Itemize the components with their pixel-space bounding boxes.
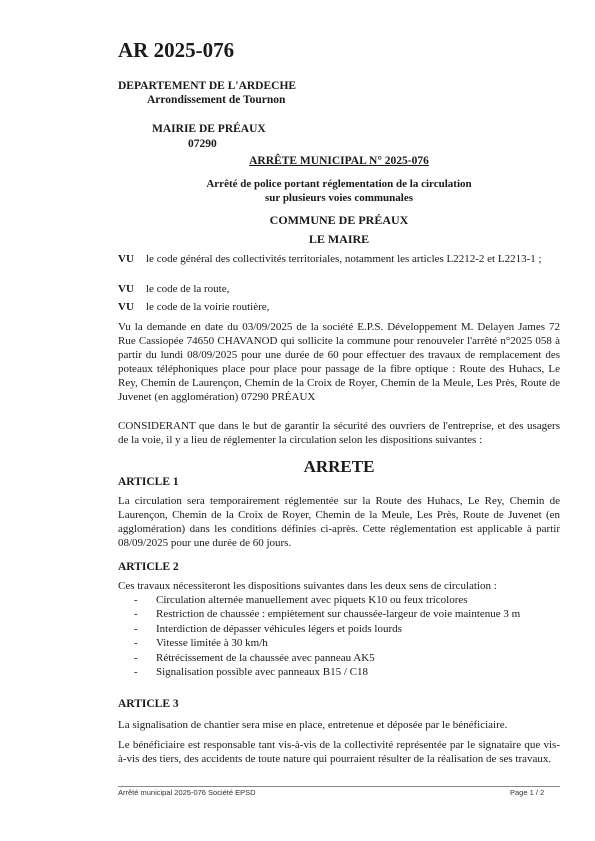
list-item-text: Signalisation possible avec panneaux B15 / C18: [156, 666, 369, 679]
list-bullet: -: [134, 666, 138, 679]
list-item-text: Restriction de chaussée : empiètement sur chaussée-largeur de voie maintenue 3 m: [156, 608, 521, 621]
list-item: [118, 651, 560, 665]
footer-page-number: Page 1 / 2: [510, 788, 545, 797]
vu-text: le code général des collectivités territoriales, notamment les articles L2212-2 et L2213-1 ;: [146, 253, 542, 265]
postcode: 07290: [188, 138, 217, 150]
subtitle-line: Arrêté de police portant réglementation de la circulation: [206, 178, 472, 190]
vu-item: [118, 282, 560, 296]
vu-text: le code de la route,: [146, 283, 230, 295]
maire-heading: LE MAIRE: [308, 232, 370, 246]
list-item-text: Interdiction de dépasser véhicules légers et poids lourds: [156, 622, 402, 635]
article-3-text: La signalisation de chantier sera mise en place, entretenue et déposée par le bénéficiaire.: [118, 719, 508, 731]
mairie-name: MAIRIE DE PRÉAUX: [152, 123, 266, 135]
list-bullet: -: [134, 637, 138, 650]
vu-label: VU: [118, 253, 134, 265]
vu-item: [118, 252, 560, 266]
list-item-text: Vitesse limitée à 30 km/h: [156, 637, 268, 650]
vu-text: le code de la voirie routière,: [146, 301, 270, 313]
article-1-heading: ARTICLE 1: [118, 476, 179, 488]
list-bullet: -: [134, 651, 138, 664]
list-item-text: Rétrécissement de la chaussée avec panneau AK5: [156, 651, 375, 664]
decision-heading: ARRETE: [303, 457, 375, 476]
list-bullet: -: [134, 594, 138, 606]
list-item: [118, 607, 560, 621]
list-bullet: -: [134, 622, 138, 635]
article-3-heading: ARTICLE 3: [118, 698, 179, 710]
article-2-list: [118, 593, 560, 679]
list-item: [118, 622, 560, 636]
footer-document-name: Arrêté municipal 2025-076 Société EPSD: [118, 788, 256, 797]
footer-divider: [118, 786, 560, 787]
document-reference: AR 2025-076: [118, 38, 235, 62]
arrete-title: ARRÊTE MUNICIPAL N° 2025-076: [249, 155, 429, 167]
vu-label: VU: [118, 301, 134, 313]
demande-paragraph: Vu la demande en date du 03/09/2025 de la société E.P.S. Développement M. Delayen James 72 Rue Cassiopée 74650 CHAVANOD qui sollicite la commune pour renouveler l'arrêté n°2025 058 à partir du lundi 08/09/2025 pour une durée de 60 pour effectuer des travaux de remplacement des poteaux téléphoniques place pour place pour passage de la fibre optique : Route des Huhacs, Le Rey, Chemin de Laurençon, Chemin de la Croix de Royer, Chemin de la Meule, Les Près, Route de Juvenet (en agglomération) 07290 PRÉAUX: [118, 321, 560, 403]
arrete-subtitle: [118, 177, 560, 205]
list-item: [118, 665, 560, 679]
article-3-text: Le bénéficiaire est responsable tant vis-à-vis de la collectivité représentée par le signataire que vis-à-vis des tiers, des accidents de toute nature qui pourraient résulter de la réalisation de ses travaux.: [118, 739, 560, 765]
list-bullet: -: [134, 608, 138, 621]
list-item: [118, 636, 560, 650]
vu-label: VU: [118, 283, 134, 295]
commune-heading: COMMUNE DE PRÉAUX: [269, 213, 409, 227]
subtitle-line: sur plusieurs voies communales: [264, 192, 413, 204]
article-1-text: La circulation sera temporairement réglementée sur la Route des Huhacs, Le Rey, Chemin de Laurençon, Chemin de la Croix de Royer, Chemin de la Meule, Les Près, Route de Juvenet (en agglomération) dans les conditions définies ci-après. Cette réglementation est applicable à partir 08/09/2025 pour une durée de 60 jours.: [118, 495, 560, 549]
article-2-intro: Ces travaux nécessiteront les dispositions suivantes dans les deux sens de circulation :: [118, 580, 497, 592]
article-2-heading: ARTICLE 2: [118, 561, 179, 573]
department-name: DEPARTEMENT DE L'ARDECHE: [118, 80, 297, 92]
arrondissement-name: Arrondissement de Tournon: [147, 94, 286, 106]
vu-item: [118, 300, 560, 314]
list-item: [118, 593, 560, 607]
list-item-text: Circulation alternée manuellement avec piquets K10 ou feux tricolores: [156, 594, 468, 606]
considerant-paragraph: CONSIDERANT que dans le but de garantir la sécurité des ouvriers de l'entreprise, et des usagers de la voie, il y a lieu de réglementer la circulation selon les dispositions suivantes :: [118, 420, 560, 446]
